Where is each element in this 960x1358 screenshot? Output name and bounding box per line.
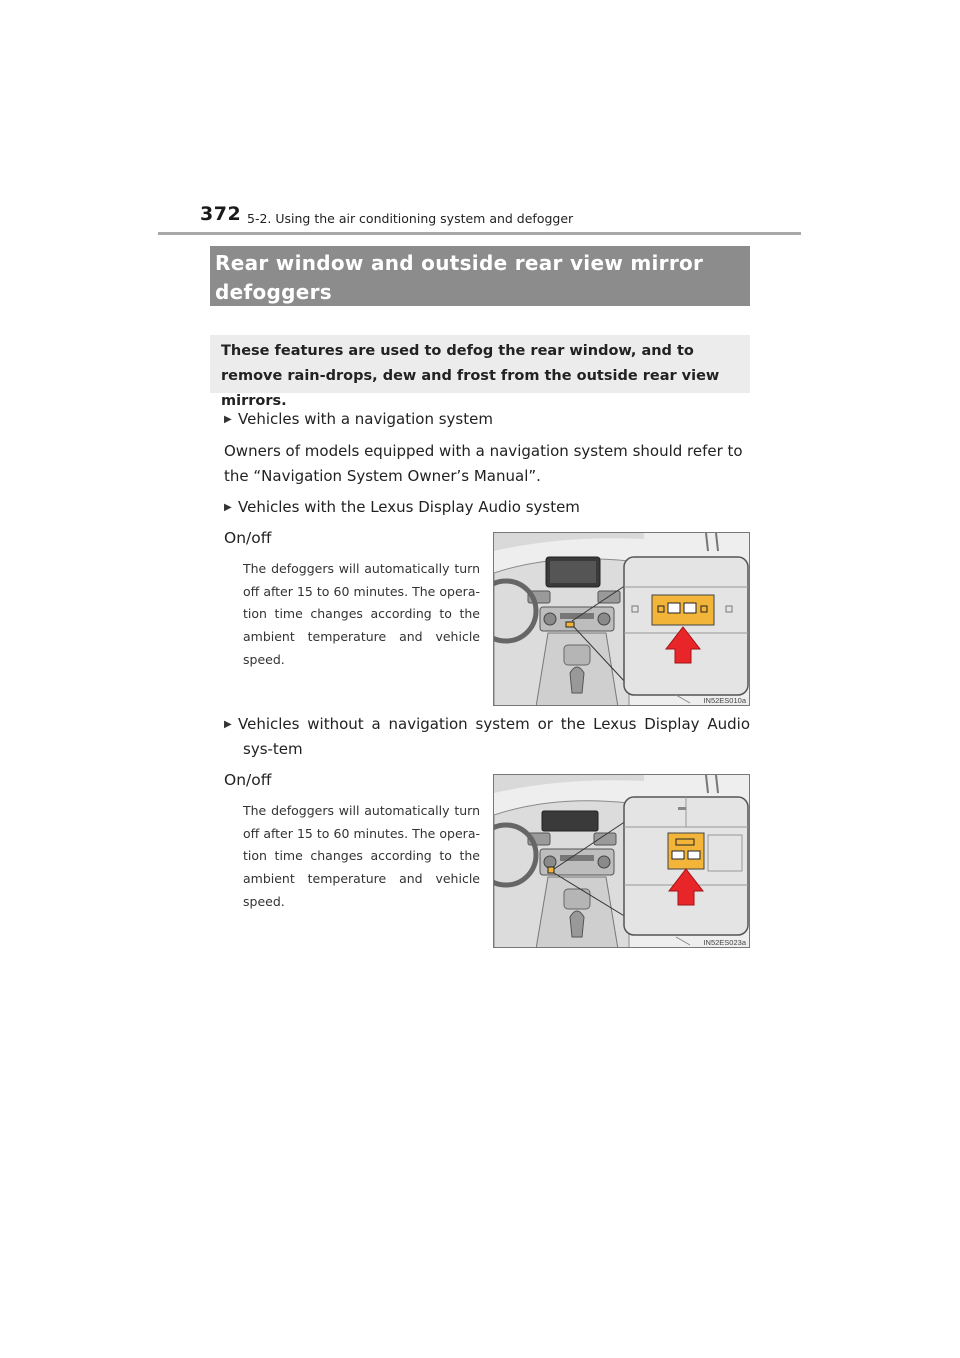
section-title-bar bbox=[210, 246, 750, 306]
bullet-lexus-display-audio bbox=[224, 495, 750, 520]
dashboard-figure-basic bbox=[493, 774, 750, 948]
bullet-text: Vehicles with a navigation system bbox=[238, 410, 493, 428]
bullet-navigation bbox=[224, 407, 750, 432]
dashboard-figure-display-audio bbox=[493, 532, 750, 706]
section-title: Rear window and outside rear view mirror defoggers bbox=[215, 251, 704, 304]
on-off-label: On/off bbox=[224, 529, 272, 547]
dashboard-illustration bbox=[494, 533, 750, 706]
bullet-text: Vehicles with the Lexus Display Audio system bbox=[238, 498, 580, 516]
bullet-without-navigation bbox=[224, 712, 750, 762]
triangle-bullet-icon: ▶ bbox=[224, 502, 232, 513]
defogger-note: The defoggers will automatically turn off after 15 to 60 minutes. The opera-tion time changes according to the ambient temperature and vehicle speed. bbox=[243, 803, 480, 909]
triangle-bullet-icon: ▶ bbox=[224, 414, 232, 425]
on-off-label: On/off bbox=[224, 771, 272, 789]
figure-code: IN52ES023a bbox=[703, 938, 746, 947]
navigation-paragraph: Owners of models equipped with a navigation system should refer to the “Navigation System Owner’s Manual”. bbox=[224, 442, 743, 485]
triangle-bullet-icon: ▶ bbox=[224, 719, 232, 730]
running-head: 5-2. Using the air conditioning system and defogger bbox=[247, 211, 574, 226]
defogger-note: The defoggers will automatically turn off after 15 to 60 minutes. The opera-tion time changes according to the ambient temperature and vehicle speed. bbox=[243, 561, 480, 667]
page-number: 372 bbox=[200, 203, 242, 225]
bullet-text: Vehicles without a navigation system or the Lexus Display Audio sys-tem bbox=[238, 715, 750, 758]
figure-code: IN52ES010a bbox=[703, 696, 746, 705]
header-rule bbox=[158, 232, 801, 235]
intro-text: These features are used to defog the rear window, and to remove rain-drops, dew and frost from the outside rear view mirrors. bbox=[221, 343, 720, 409]
dashboard-illustration bbox=[494, 775, 750, 948]
intro-box bbox=[210, 335, 750, 409]
